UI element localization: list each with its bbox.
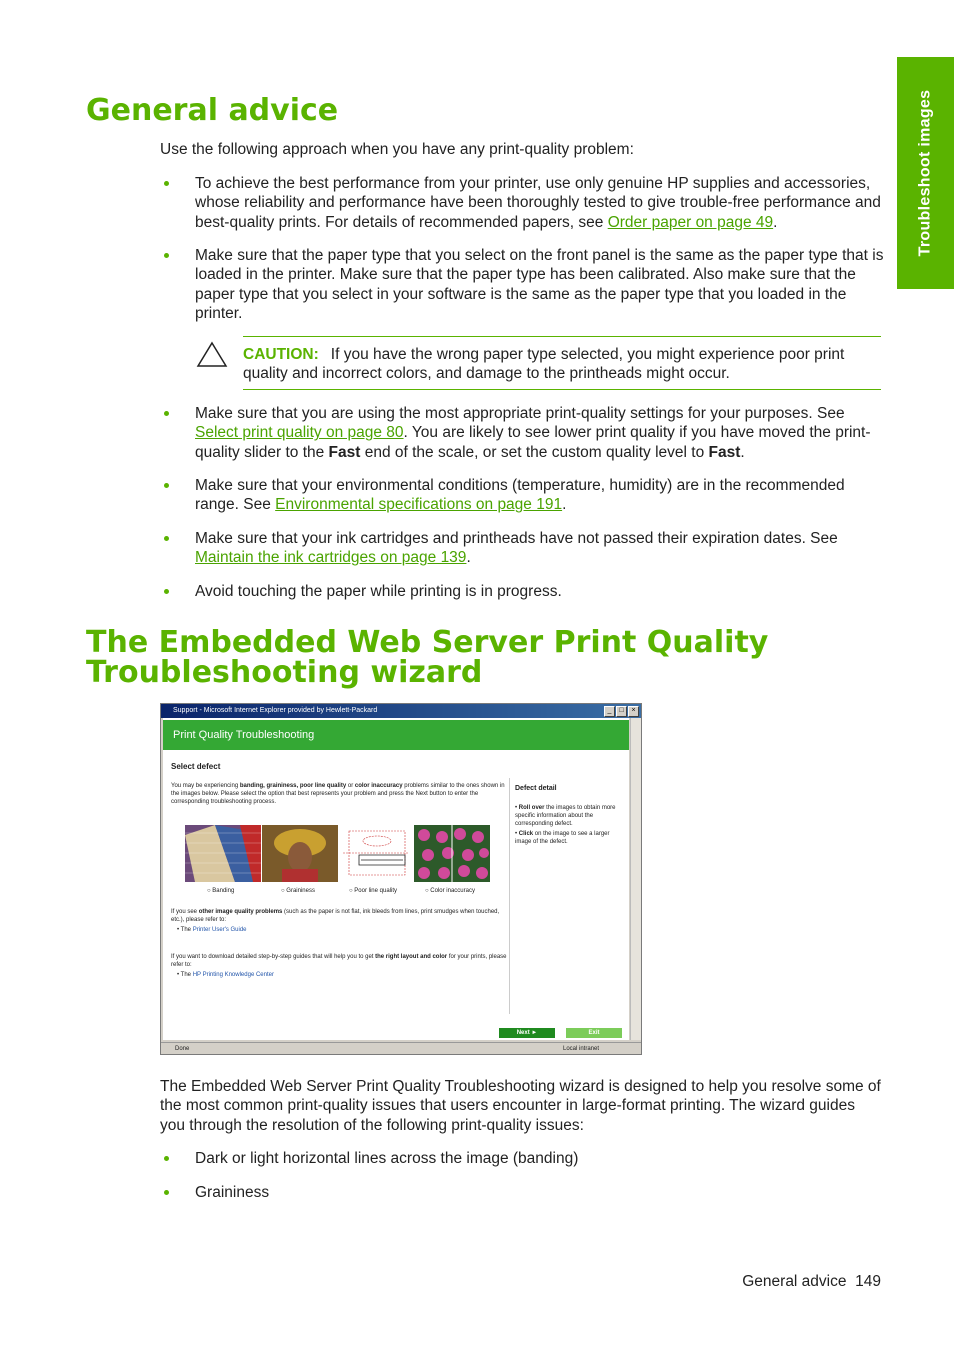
- bullet-dot: [164, 253, 169, 258]
- option-poor-line-quality[interactable]: ○ Poor line quality: [349, 888, 397, 894]
- color-inaccuracy-sample-image[interactable]: [414, 825, 490, 882]
- window-controls: [604, 706, 639, 717]
- bold-fast: Fast: [328, 443, 361, 461]
- minimize-icon: _: [604, 706, 615, 717]
- close-icon: ×: [628, 706, 639, 717]
- page-number: 149: [855, 1273, 881, 1290]
- bullet-text: Graininess: [195, 1184, 270, 1201]
- bullet-text: Make sure that the paper type that you select on the front panel is the same as the paper type that is loaded in the printer. Make sure that the paper type has been calibrated. Also make sure that the paper type that you select in your software is the same as the paper type that you loaded in the printer.: [195, 247, 884, 322]
- exit-button[interactable]: Exit: [566, 1028, 622, 1038]
- other-problems-text: If you see other image quality problems (such as the paper is not flat, ink bleeds from lines, print smudges when touched, etc.), please refer to:: [171, 909, 500, 923]
- section-heading-general-advice: General advice: [86, 93, 339, 128]
- list-item: [195, 1149, 885, 1168]
- caution-note: [243, 336, 881, 390]
- list-item: [195, 529, 885, 568]
- list-item: [195, 582, 885, 601]
- maximize-icon: □: [616, 706, 627, 717]
- bullet-text: .: [740, 443, 745, 461]
- list-item: [195, 246, 885, 323]
- side-tab-label: Troubleshoot images: [916, 89, 934, 257]
- side-tab: [897, 57, 954, 289]
- bullet-dot: [164, 536, 169, 541]
- option-banding[interactable]: ○ Banding: [207, 888, 235, 894]
- knowledge-center-link[interactable]: • The HP Printing Knowledge Center: [177, 972, 274, 978]
- bullet-dot: [164, 589, 169, 594]
- banding-sample-image[interactable]: [185, 825, 261, 882]
- scrollbar[interactable]: [630, 718, 641, 1040]
- caution-label: CAUTION:: [243, 346, 319, 363]
- bullet-text: end of the scale, or set the custom quality level to: [360, 443, 709, 461]
- user-guide-link[interactable]: • The Printer User's Guide: [177, 927, 247, 933]
- page-footer: [742, 1273, 881, 1291]
- bullet-dot: [164, 1190, 169, 1195]
- bold-fast: Fast: [708, 443, 741, 461]
- status-zone: Local intranet: [563, 1046, 600, 1052]
- list-item: [195, 174, 885, 232]
- bullet-dot: [164, 1156, 169, 1161]
- window-title: Support - Microsoft Internet Explorer provided by Hewlett-Packard: [161, 704, 641, 718]
- bullet-text: . You are likely to see lower print quality if you have moved the print-quality slider to the: [195, 424, 871, 461]
- bullet-dot: [164, 483, 169, 488]
- download-guides-text: If you want to download detailed step-by-step guides that will help you to get the right layout and color for your prints, please refer to:: [171, 954, 507, 968]
- caution-triangle-icon: [196, 341, 228, 369]
- list-item: [195, 476, 885, 515]
- list-item: [195, 1183, 885, 1202]
- bullet-dot: [164, 181, 169, 186]
- browser-page: [163, 718, 629, 1040]
- graininess-sample-image[interactable]: [262, 825, 338, 882]
- option-graininess[interactable]: ○ Graininess: [281, 888, 315, 894]
- bullet-text: To achieve the best performance from your printer, use only genuine HP supplies and accessories, whose reliability and performance have been thoroughly tested to give trouble-free performance and best-quality prints. For details of recommended papers, see: [195, 175, 881, 231]
- defect-detail-1: • Roll over the images to obtain more specific information about the corresponding defect.: [515, 805, 616, 827]
- caution-text: If you have the wrong paper type selected, you might experience poor print quality and incorrect colors, and damage to the printheads might occur.: [243, 346, 845, 383]
- bullet-text: Avoid touching the paper while printing is in progress.: [195, 583, 562, 600]
- select-defect-heading: Select defect: [171, 762, 221, 771]
- poor-line-quality-sample-image[interactable]: [339, 825, 413, 882]
- footer-label: General advice: [742, 1273, 847, 1290]
- section-heading-ews-wizard: The Embedded Web Server Print Quality Troubleshooting wizard: [86, 625, 769, 690]
- bullet-text: .: [466, 549, 471, 567]
- list-item: [195, 404, 885, 462]
- bullet-text: .: [562, 496, 567, 514]
- defect-detail-heading: Defect detail: [515, 785, 557, 792]
- bullet-text-end: .: [773, 213, 778, 231]
- intro-paragraph: Use the following approach when you have any print-quality problem:: [160, 141, 634, 158]
- status-done: Done: [175, 1046, 190, 1052]
- bullet-text: Dark or light horizontal lines across the image (banding): [195, 1150, 579, 1167]
- status-bar: [161, 1042, 641, 1054]
- wizard-intro: You may be experiencing banding, graininess, poor line quality or color inaccuracy problems similar to the ones shown in the images below. Please select the option that best represents your problem and press the Next button to enter the corresponding troubleshooting process.: [171, 783, 505, 805]
- link-maintain-ink-cartridges[interactable]: Maintain the ink cartridges on page 139: [195, 549, 467, 567]
- option-color-inaccuracy[interactable]: ○ Color inaccuracy: [425, 888, 475, 894]
- wizard-description: The Embedded Web Server Print Quality Troubleshooting wizard is designed to help you resolve some of the most common print-quality issues that users encounter in large-format printing. The wizard guides you through the resolution of the following print-quality issues:: [160, 1078, 881, 1134]
- wizard-screenshot: [160, 703, 642, 1055]
- bullet-text: Make sure that your ink cartridges and printheads have not passed their expiration dates. See: [195, 530, 838, 547]
- column-divider: [509, 778, 510, 1014]
- link-environmental-specifications[interactable]: Environmental specifications on page 191: [275, 496, 563, 514]
- link-select-print-quality[interactable]: Select print quality on page 80: [195, 424, 404, 442]
- bullet-text: Make sure that your environmental conditions (temperature, humidity) are in the recommended range. See: [195, 477, 845, 514]
- wizard-banner: Print Quality Troubleshooting: [163, 720, 629, 750]
- next-button[interactable]: Next ►: [499, 1028, 555, 1038]
- link-order-paper[interactable]: Order paper on page 49: [607, 213, 774, 231]
- bullet-text: Make sure that you are using the most appropriate print-quality settings for your purposes. See: [195, 405, 845, 422]
- defect-detail-2: • Click on the image to see a larger image of the defect.: [515, 831, 610, 845]
- bullet-dot: [164, 411, 169, 416]
